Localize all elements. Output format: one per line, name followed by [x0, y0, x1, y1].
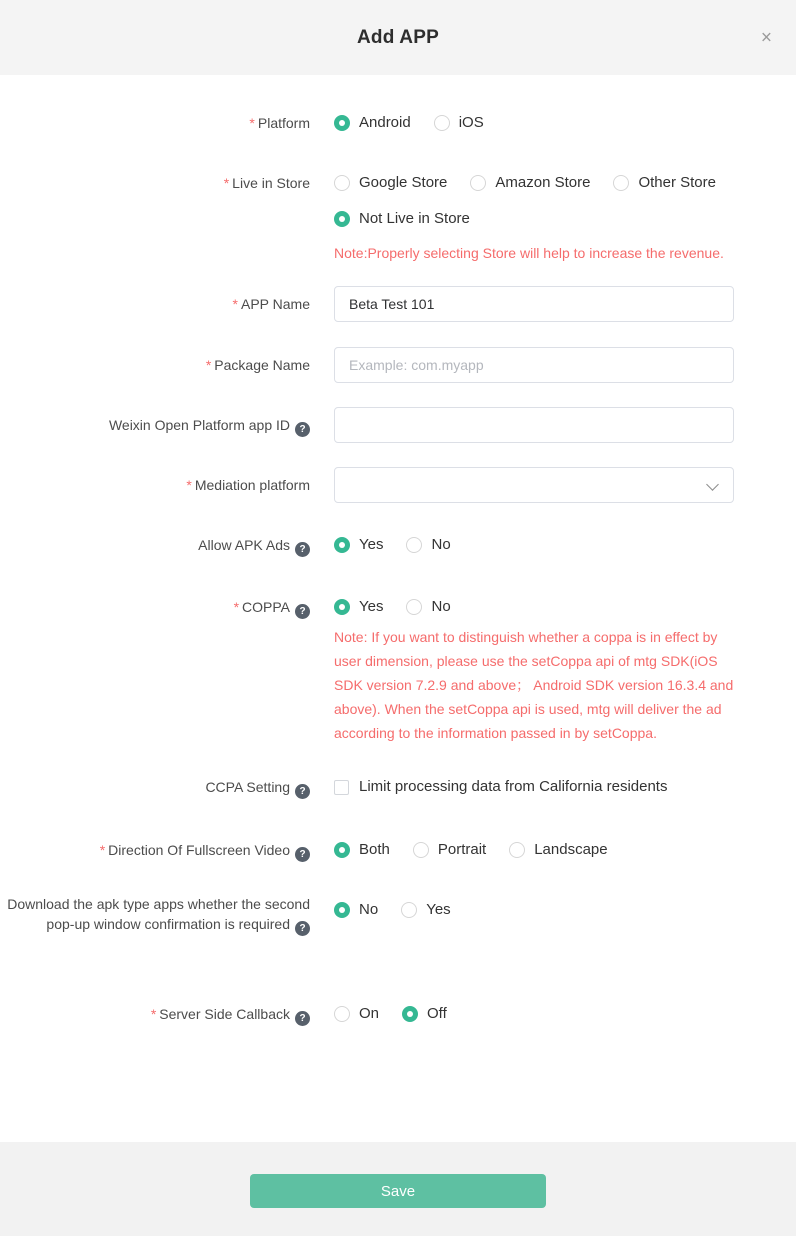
radio-label: Not Live in Store: [359, 210, 470, 227]
radio-option-amazon-store[interactable]: [470, 173, 590, 193]
radio-unselected-icon: [406, 537, 422, 553]
radio-option-google-store[interactable]: [334, 173, 447, 193]
field-label: Weixin Open Platform app ID: [108, 417, 290, 433]
radio-selected-icon: [334, 537, 350, 553]
package-name-input[interactable]: [334, 347, 734, 383]
weixin-app-id-input[interactable]: [334, 407, 734, 443]
form-row-coppa: [0, 597, 796, 745]
checkbox-label: Limit processing data from California residents: [359, 778, 668, 795]
help-icon[interactable]: ?: [295, 847, 310, 862]
weixin-app-id-label: [0, 407, 310, 437]
radio-label: Portrait: [437, 840, 487, 858]
form-row-apk-download-confirm: [0, 894, 796, 936]
radio-label: iOS: [458, 114, 484, 131]
apk-download-confirm-label: [0, 894, 310, 936]
radio-unselected-icon: [406, 599, 422, 615]
server-side-callback-radio-group: [334, 1004, 734, 1024]
radio-label: Landscape: [534, 840, 608, 858]
radio-unselected-icon: [613, 175, 629, 191]
field-label: Live in Store: [232, 175, 310, 191]
live-in-store-label: [0, 173, 310, 193]
radio-label: Google Store: [359, 174, 448, 191]
radio-label: Both: [359, 840, 390, 858]
radio-unselected-icon: [413, 842, 429, 858]
help-icon[interactable]: ?: [295, 784, 310, 799]
radio-option-not-live-in-store[interactable]: [334, 209, 470, 229]
radio-unselected-icon: [470, 175, 486, 191]
direction-label: [0, 840, 310, 862]
ccpa-label: [0, 777, 310, 799]
radio-unselected-icon: [509, 842, 525, 858]
radio-unselected-icon: [401, 902, 417, 918]
dialog-body: [0, 75, 796, 1142]
app-name-label: [0, 286, 310, 314]
coppa-note: Note: If you want to distinguish whether a coppa is in effect by user dimension, please use the setCoppa api of mtg SDK(iOS SDK version 7.2.9 and above； Android SDK version 16.3.4 and above). When the setCoppa api is used, mtg will deliver the ad according to the information passed in by setCoppa.: [334, 629, 734, 741]
radio-label: Android: [359, 114, 411, 131]
checkbox-unchecked-icon: [334, 780, 349, 795]
radio-option-on[interactable]: [334, 1004, 379, 1024]
field-label: CCPA Setting: [205, 779, 290, 795]
radio-unselected-icon: [334, 1006, 350, 1022]
field-label: Download the apk type apps whether the second pop-up window confirmation is required: [7, 895, 310, 932]
required-asterisk: *: [150, 1005, 157, 1022]
field-label: Allow APK Ads: [198, 537, 290, 553]
app-name-input[interactable]: [334, 286, 734, 322]
form-row-server-side-callback: [0, 1004, 796, 1026]
radio-unselected-icon: [434, 115, 450, 131]
radio-selected-icon: [334, 599, 350, 615]
coppa-label: [0, 597, 310, 619]
radio-option-landscape[interactable]: [509, 840, 607, 860]
help-icon[interactable]: ?: [295, 542, 310, 557]
dialog-title: Add APP: [357, 26, 439, 48]
radio-label: No: [431, 536, 451, 553]
live-in-store-radio-group-row1: [334, 173, 734, 193]
field-label: Direction Of Fullscreen Video: [108, 841, 290, 858]
radio-label: Yes: [426, 900, 451, 918]
package-name-label: [0, 347, 310, 375]
allow-apk-ads-label: [0, 535, 310, 557]
field-label: Package Name: [214, 357, 310, 373]
radio-option-other-store[interactable]: [613, 173, 716, 193]
radio-label: No: [431, 598, 451, 615]
save-button[interactable]: Save: [250, 1174, 546, 1208]
radio-selected-icon: [334, 115, 350, 131]
required-asterisk: *: [186, 477, 192, 493]
radio-option-portrait[interactable]: [413, 840, 486, 860]
radio-label: Amazon Store: [495, 174, 591, 191]
required-asterisk: *: [99, 841, 106, 858]
dialog-header: [0, 0, 796, 75]
radio-label: No: [359, 900, 379, 918]
ccpa-checkbox[interactable]: [334, 777, 667, 797]
radio-option-android[interactable]: [334, 113, 411, 133]
radio-option-yes[interactable]: [334, 597, 383, 617]
dialog-footer: [0, 1142, 796, 1236]
server-side-callback-label: [0, 1004, 310, 1026]
form-row-package-name: [0, 347, 796, 383]
live-in-store-note: Note:Properly selecting Store will help to increase the revenue.: [334, 245, 724, 261]
radio-option-no[interactable]: [334, 900, 378, 920]
form-row-live-in-store: [0, 173, 796, 265]
form-row-ccpa: [0, 777, 796, 800]
allow-apk-ads-radio-group: [334, 535, 734, 555]
form-row-app-name: [0, 286, 796, 322]
help-icon[interactable]: ?: [295, 604, 310, 619]
radio-option-both[interactable]: [334, 840, 390, 860]
required-asterisk: *: [233, 599, 240, 615]
field-label: Server Side Callback: [159, 1005, 290, 1022]
radio-selected-icon: [334, 902, 350, 918]
field-label: Mediation platform: [194, 477, 310, 493]
help-icon[interactable]: ?: [295, 921, 310, 936]
radio-selected-icon: [334, 842, 350, 858]
mediation-platform-label: [0, 467, 310, 495]
required-asterisk: *: [205, 357, 212, 373]
radio-label: On: [359, 1004, 380, 1022]
radio-option-yes[interactable]: [334, 535, 383, 555]
live-in-store-radio-group-row2: [334, 209, 734, 229]
form-row-weixin-app-id: [0, 407, 796, 443]
field-label: COPPA: [242, 599, 290, 615]
required-asterisk: *: [249, 115, 255, 131]
direction-radio-group: [334, 840, 734, 860]
radio-selected-icon: [402, 1006, 418, 1022]
form-row-mediation-platform: [0, 467, 796, 503]
radio-option-ios[interactable]: [434, 113, 484, 133]
form-row-direction: [0, 840, 796, 862]
form-row-platform: [0, 113, 796, 133]
help-icon[interactable]: ?: [295, 422, 310, 437]
mediation-platform-select[interactable]: [334, 467, 734, 503]
coppa-radio-group: [334, 597, 734, 617]
radio-option-no[interactable]: [406, 535, 450, 555]
help-icon[interactable]: ?: [295, 1011, 310, 1026]
radio-option-off[interactable]: [402, 1004, 447, 1024]
radio-label: Other Store: [638, 174, 716, 191]
form-row-allow-apk-ads: [0, 535, 796, 557]
radio-unselected-icon: [334, 175, 350, 191]
platform-radio-group: [334, 113, 734, 133]
radio-label: Off: [427, 1004, 447, 1022]
close-icon[interactable]: ×: [760, 27, 772, 48]
radio-label: Yes: [359, 598, 384, 615]
chevron-down-icon: [706, 478, 719, 491]
radio-option-no[interactable]: [406, 597, 450, 617]
radio-label: Yes: [359, 536, 384, 553]
field-label: APP Name: [241, 296, 310, 312]
required-asterisk: *: [223, 175, 230, 191]
radio-selected-icon: [334, 211, 350, 227]
platform-label: [0, 113, 310, 133]
apk-download-confirm-radio-group: [334, 900, 734, 920]
radio-option-yes[interactable]: [401, 900, 450, 920]
field-label: Platform: [257, 115, 310, 131]
required-asterisk: *: [232, 296, 238, 312]
